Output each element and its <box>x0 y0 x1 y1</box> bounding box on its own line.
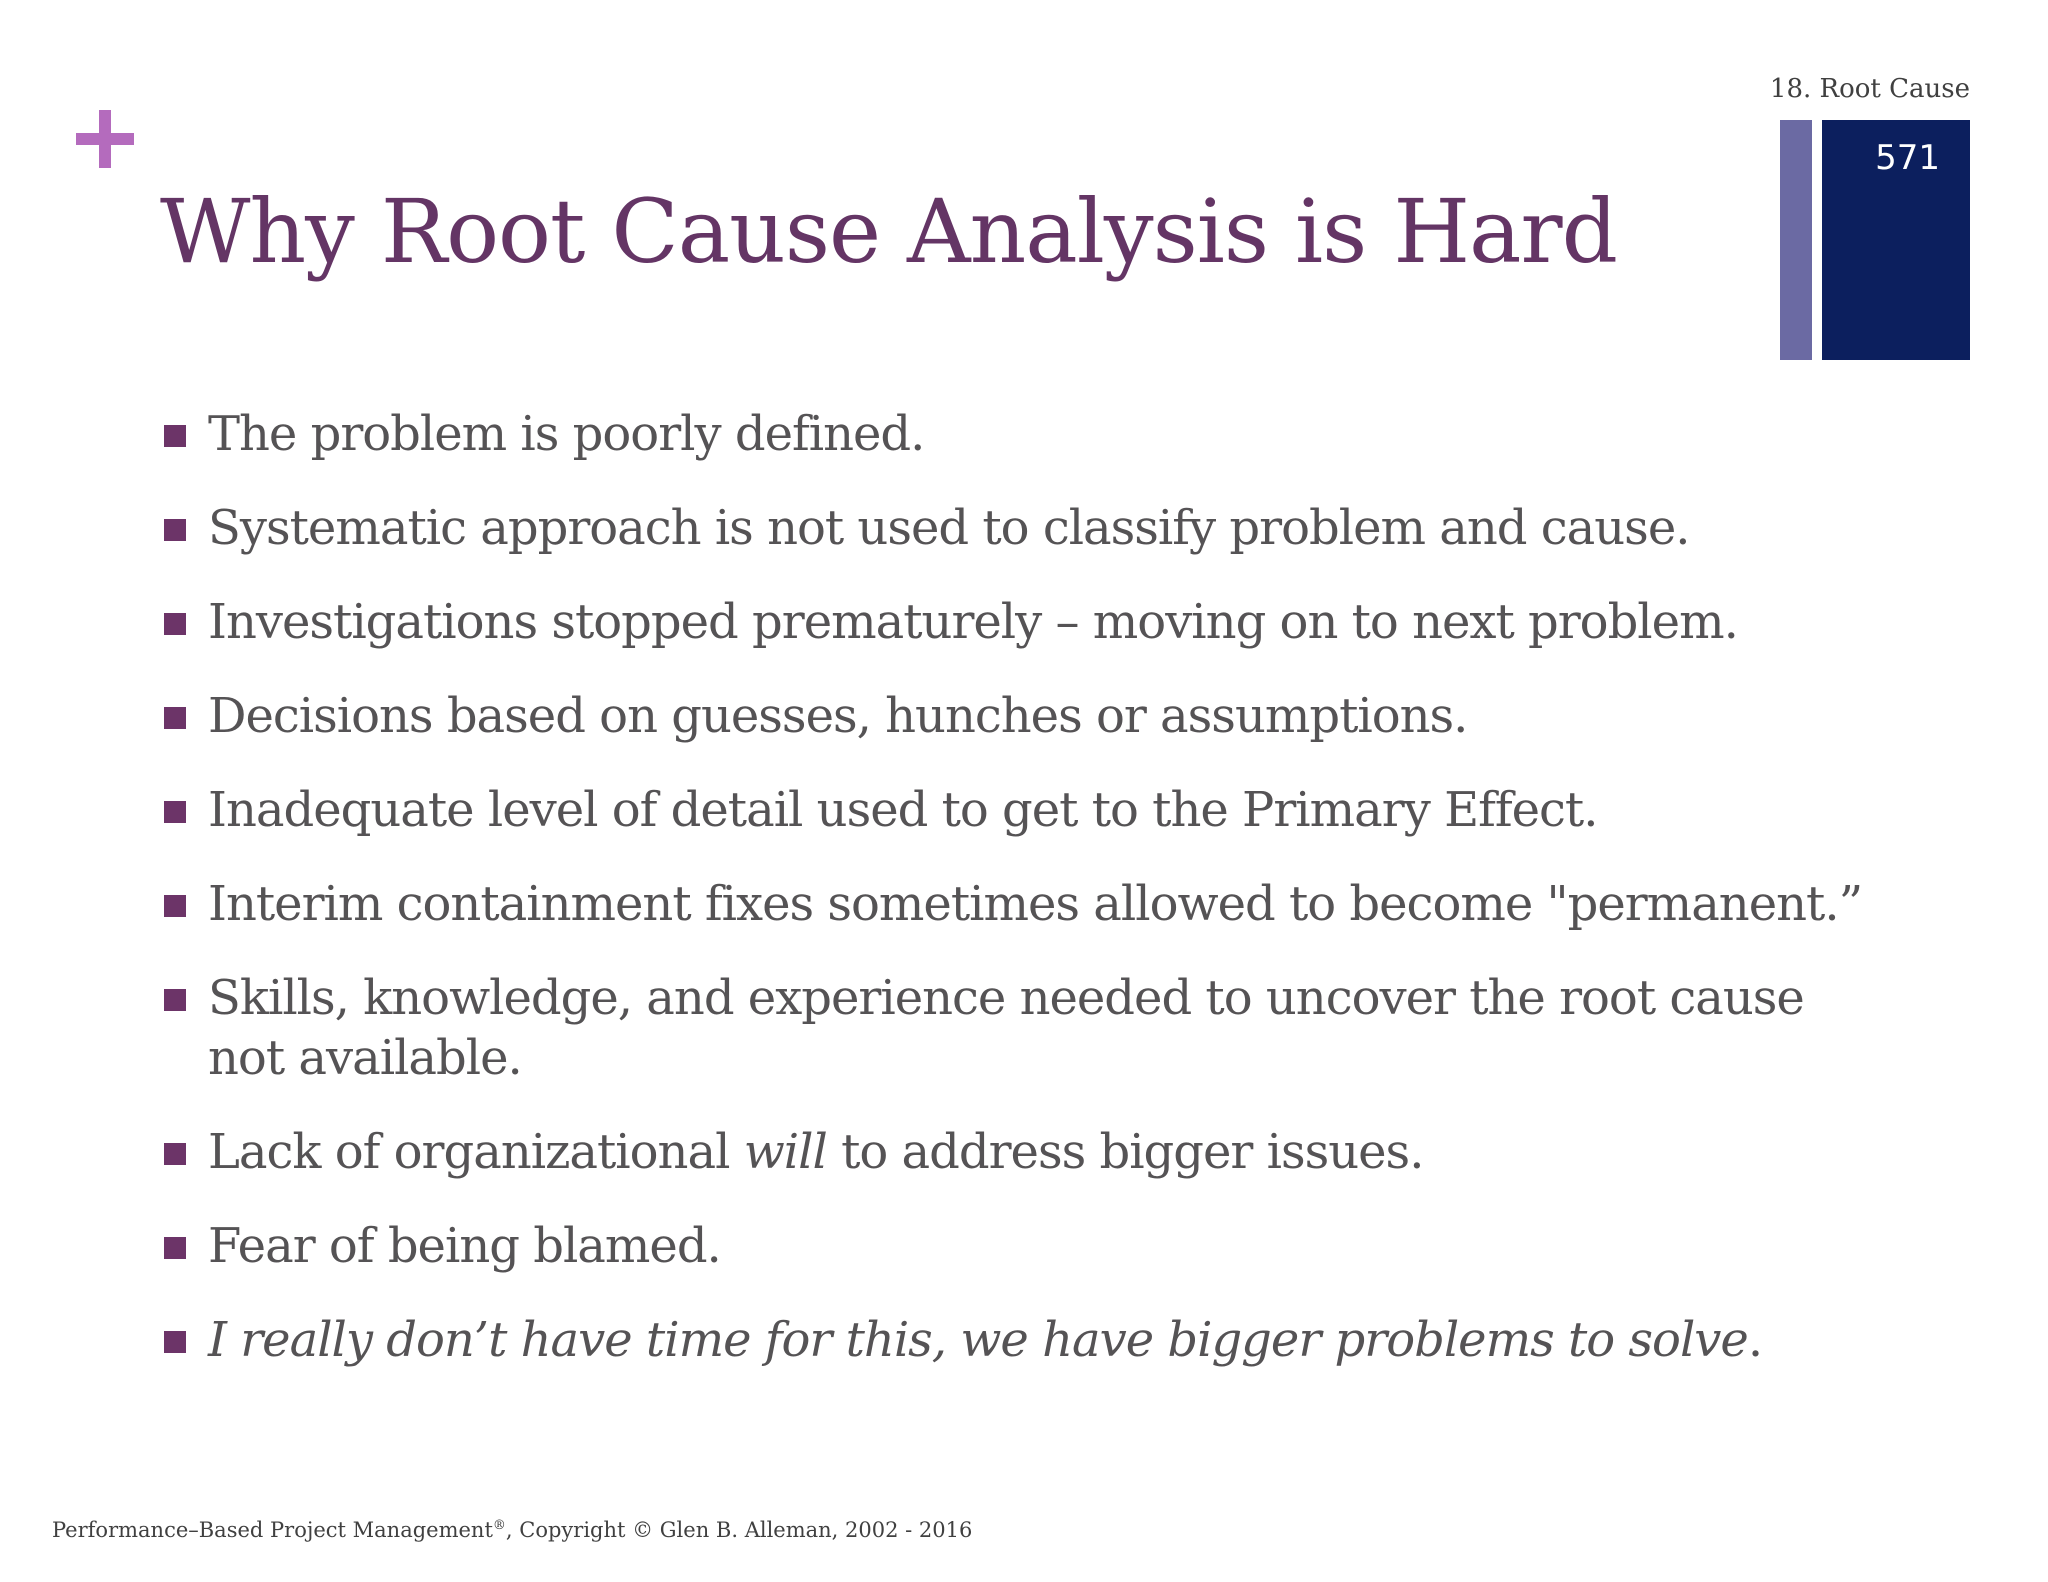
bullet-item <box>160 1122 1890 1182</box>
bullet-list <box>160 404 1890 1404</box>
bullet-text: Investigations stopped prematurely – moving on to next problem. <box>208 594 1738 650</box>
bullet-item <box>160 780 1890 840</box>
bullet-item <box>160 498 1890 558</box>
bullet-square-icon <box>164 1143 186 1165</box>
bullet-text: Decisions based on guesses, hunches or assumptions. <box>208 688 1468 744</box>
slide-title: Why Root Cause Analysis is Hard <box>160 180 1617 283</box>
accent-bar-light <box>1780 120 1812 360</box>
bullet-text: The problem is poorly defined. <box>208 406 925 462</box>
bullet-square-icon <box>164 989 186 1011</box>
bullet-item <box>160 874 1890 934</box>
bullet-square-icon <box>164 801 186 823</box>
bullet-square-icon <box>164 1331 186 1353</box>
footer-copyright <box>52 1518 972 1542</box>
bullet-item <box>160 1310 1890 1370</box>
bullet-item <box>160 592 1890 652</box>
bullet-text: Interim containment fixes sometimes allowed to become "permanent.” <box>208 876 1863 932</box>
bullet-text-after: . <box>1747 1312 1763 1368</box>
bullet-item <box>160 404 1890 464</box>
page-number: 571 <box>1875 138 1940 178</box>
bullet-text: Skills, knowledge, and experience needed to uncover the root cause not available. <box>208 970 1804 1086</box>
registered-mark: ® <box>492 1518 506 1533</box>
bullet-item <box>160 968 1890 1088</box>
bullet-text: Systematic approach is not used to classify problem and cause. <box>208 500 1690 556</box>
bullet-text: Inadequate level of detail used to get to the Primary Effect. <box>208 782 1598 838</box>
accent-bar-dark <box>1822 120 1970 360</box>
bullet-text-after: to address bigger issues. <box>826 1124 1424 1180</box>
bullet-square-icon <box>164 895 186 917</box>
bullet-square-icon <box>164 519 186 541</box>
bullet-square-icon <box>164 707 186 729</box>
section-label: 18. Root Cause <box>1769 74 1970 104</box>
bullet-square-icon <box>164 613 186 635</box>
bullet-text-emphasis: will <box>743 1124 827 1180</box>
bullet-text-before: Lack of organizational <box>208 1124 744 1180</box>
footer-text-before: Performance–Based Project Management <box>52 1518 493 1542</box>
plus-icon <box>76 110 134 168</box>
footer-text-after: , Copyright © Glen B. Alleman, 2002 - 2016 <box>505 1518 973 1542</box>
bullet-square-icon <box>164 1237 186 1259</box>
bullet-text: Fear of being blamed. <box>208 1218 721 1274</box>
bullet-square-icon <box>164 425 186 447</box>
bullet-item <box>160 1216 1890 1276</box>
bullet-text-emphasis: I really don’t have time for this, we have bigger problems to solve <box>208 1312 1748 1368</box>
bullet-item <box>160 686 1890 746</box>
